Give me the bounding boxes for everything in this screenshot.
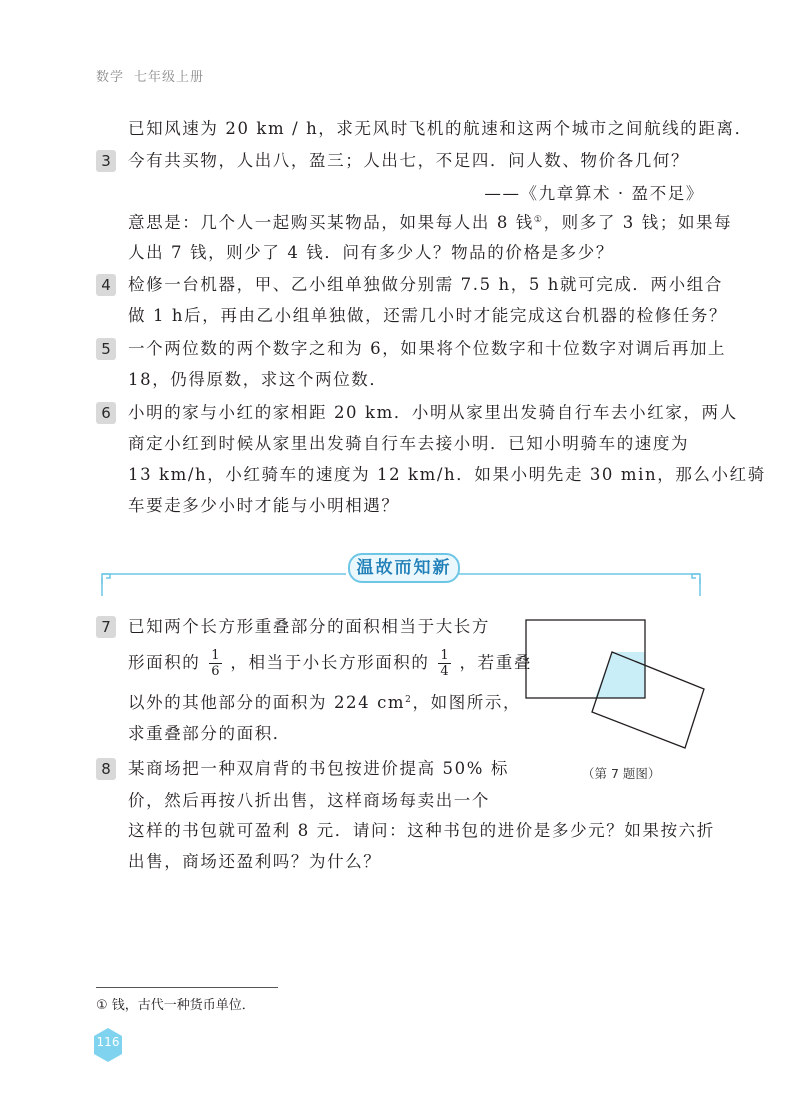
problem-number-7: 7 — [96, 616, 116, 638]
problem-3-source: ——《九章算术 · 盈不足》 — [484, 184, 704, 203]
problem-number-4: 4 — [96, 274, 116, 296]
running-header — [96, 66, 204, 85]
fraction-one-sixth: $\frac{1}{6}$ — [211, 648, 220, 679]
problem-2-tail: 已知风速为 20 km / h，求无风时飞机的航速和这两个城市之间航线的距离． — [128, 119, 753, 138]
problem-7-line-2: 形面积的 $\frac{1}{6}$ ，相当于小长方形面积的 $\frac{1}{4}$ ，若重叠 — [128, 648, 532, 679]
footnote: ① 钱，古代一种货币单位． — [96, 998, 255, 1013]
fraction-one-quarter: $\frac{1}{4}$ — [440, 648, 449, 679]
overlap-region — [595, 652, 645, 698]
problem-8-line-4: 出售，商场还盈利吗？为什么？ — [128, 852, 382, 871]
problem-6-line-4: 车要走多少小时才能与小明相遇？ — [128, 496, 400, 515]
problem-7-line-1: 已知两个长方形重叠部分的面积相当于大长方 — [128, 617, 490, 636]
footnote-divider — [96, 987, 278, 988]
problem-8-line-3: 这样的书包就可盈利 8 元．请问：这种书包的进价是多少元？如果按六折 — [128, 821, 715, 840]
problem-7-line-4: 求重叠部分的面积． — [128, 724, 291, 743]
section-title: 温故而知新 — [348, 553, 460, 583]
problem-7-line-3: 以外的其他部分的面积为 224 $cm^2$，如图所示， — [128, 693, 522, 712]
problem-3-line-1: 今有共买物，人出八，盈三；人出七，不足四．问人数、物价各几何？ — [128, 151, 690, 170]
problem-number-3: 3 — [96, 150, 116, 172]
problem-8-line-1: 某商场把一种双肩背的书包按进价提高 50% 标 — [128, 759, 509, 778]
problem-number-5: 5 — [96, 338, 116, 360]
problem-3-line-4: 人出 7 钱，则少了 4 钱．问有多少人？物品的价格是多少？ — [128, 243, 614, 262]
problem-6-line-2: 商定小红到时候从家里出发骑自行车去接小明．已知小明骑车的速度为 — [128, 434, 690, 453]
problem-4-line-2: 做 1 h后，再由乙小组单独做，还需几小时才能完成这台机器的检修任务？ — [128, 306, 728, 325]
overlapping-rectangles-figure — [520, 612, 710, 752]
problem-5-line-1: 一个两位数的两个数字之和为 6，如果将个位数字和十位数字对调后再加上 — [128, 339, 727, 358]
problem-8-line-2: 价，然后再按八折出售，这样商场每卖出一个 — [128, 791, 490, 810]
figure-caption: （第 7 题图） — [582, 766, 661, 781]
problem-number-8: 8 — [96, 758, 116, 780]
problem-5-line-2: 18，仍得原数，求这个两位数． — [128, 370, 388, 389]
footnote-marker: ① — [533, 215, 544, 225]
problem-4-line-1: 检修一台机器，甲、乙小组单独做分别需 7.5 h，5 h就可完成．两小组合 — [128, 275, 723, 294]
problem-number-6: 6 — [96, 402, 116, 424]
header-subject: 数学 — [96, 70, 125, 85]
header-grade: 七年级上册 — [134, 70, 205, 85]
problem-6-line-3: 13 km/h，小红骑车的速度为 12 km/h．如果小明先走 30 min，那么小红骑 — [128, 465, 766, 484]
problem-6-line-1: 小明的家与小红的家相距 20 km．小明从家里出发骑自行车去小红家，两人 — [128, 403, 738, 422]
problem-3-line-3: 意思是：几个人一起购买某物品，如果每人出 8 钱①，则多了 3 钱；如果每 — [128, 213, 733, 232]
page-number: 116 — [96, 1035, 120, 1049]
